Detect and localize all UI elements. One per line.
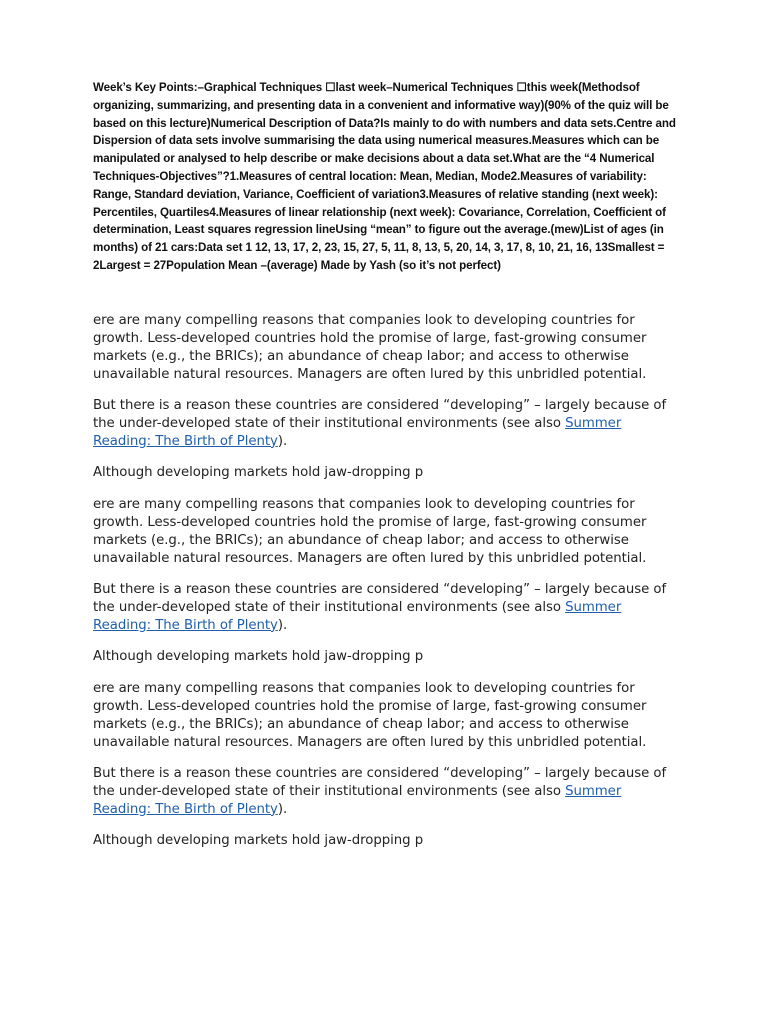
developing-text-end: ).	[277, 801, 288, 817]
summer-reading-link[interactable]: Summer Reading: The Birth of Plenty	[93, 783, 622, 817]
truncated-paragraph: Although developing markets hold jaw-dropping p	[93, 648, 424, 664]
key-points-paragraph: Week’s Key Points:–Graphical Techniques ☐last week–Numerical Techniques ☐this week(Methodsof organizing, summarizing, and presenting data in a convenient and informative way)(90% of the quiz will be based on this lecture)Numerical Description of Data?Is mainly to do with numbers and data sets.Centre and Dispersion of data sets involve summarising the data using numerical measures.Measures which can be manipulated or analysed to help describe or make decisions about a data set.What are the “4 Numerical Techniques-Objectives”?1.Measures of central location: Mean, Median, Mode2.Measures of variability: Range, Standard deviation, Variance, Coefficient of variation3.Measures of relative standing (next week): Percentiles, Quartiles4.Measures of linear relationship (next week): Covariance, Correlation, Coefficient of determination, Least squares regression lineUsing “mean” to figure out the average.(mew)List of ages (in months) of 21 cars:Data set 1 12, 13, 17, 2, 23, 15, 27, 5, 11, 8, 13, 5, 20, 14, 3, 17, 8, 10, 21, 16, 13Smallest = 2Largest = 27Population Mean –(average) Made by Yash (so it’s not perfect)	[93, 81, 676, 272]
intro-paragraph: ere are many compelling reasons that companies look to developing countries for growth. Less-developed countries hold the promise of large, fast-growing consumer markets (e.g., the BRICs); an abundance of cheap labor; and access to otherwise unavailable natural resources. Managers are often lured by this unbridled potential.	[93, 496, 647, 566]
developing-text-end: ).	[277, 617, 288, 633]
summer-reading-link[interactable]: Summer Reading: The Birth of Plenty	[93, 599, 622, 633]
intro-paragraph: ere are many compelling reasons that companies look to developing countries for growth. Less-developed countries hold the promise of large, fast-growing consumer markets (e.g., the BRICs); an abundance of cheap labor; and access to otherwise unavailable natural resources. Managers are often lured by this unbridled potential.	[93, 312, 647, 382]
developing-text-end: ).	[277, 433, 288, 449]
truncated-paragraph: Although developing markets hold jaw-dropping p	[93, 464, 424, 480]
summer-reading-link[interactable]: Summer Reading: The Birth of Plenty	[93, 415, 622, 449]
developing-paragraph	[93, 397, 680, 451]
developing-text: But there is a reason these countries are considered “developing” – largely because of the under-developed state of their institutional environments (see also	[93, 765, 667, 799]
article-section-3	[93, 680, 680, 850]
truncated-paragraph: Although developing markets hold jaw-dropping p	[93, 832, 424, 848]
article-section-1	[93, 312, 680, 482]
article-section-2	[93, 496, 680, 666]
developing-paragraph	[93, 581, 680, 635]
developing-paragraph	[93, 765, 680, 819]
developing-text: But there is a reason these countries are considered “developing” – largely because of the under-developed state of their institutional environments (see also	[93, 581, 667, 615]
intro-paragraph: ere are many compelling reasons that companies look to developing countries for growth. Less-developed countries hold the promise of large, fast-growing consumer markets (e.g., the BRICs); an abundance of cheap labor; and access to otherwise unavailable natural resources. Managers are often lured by this unbridled potential.	[93, 680, 647, 750]
developing-text: But there is a reason these countries are considered “developing” – largely because of the under-developed state of their institutional environments (see also	[93, 397, 667, 431]
